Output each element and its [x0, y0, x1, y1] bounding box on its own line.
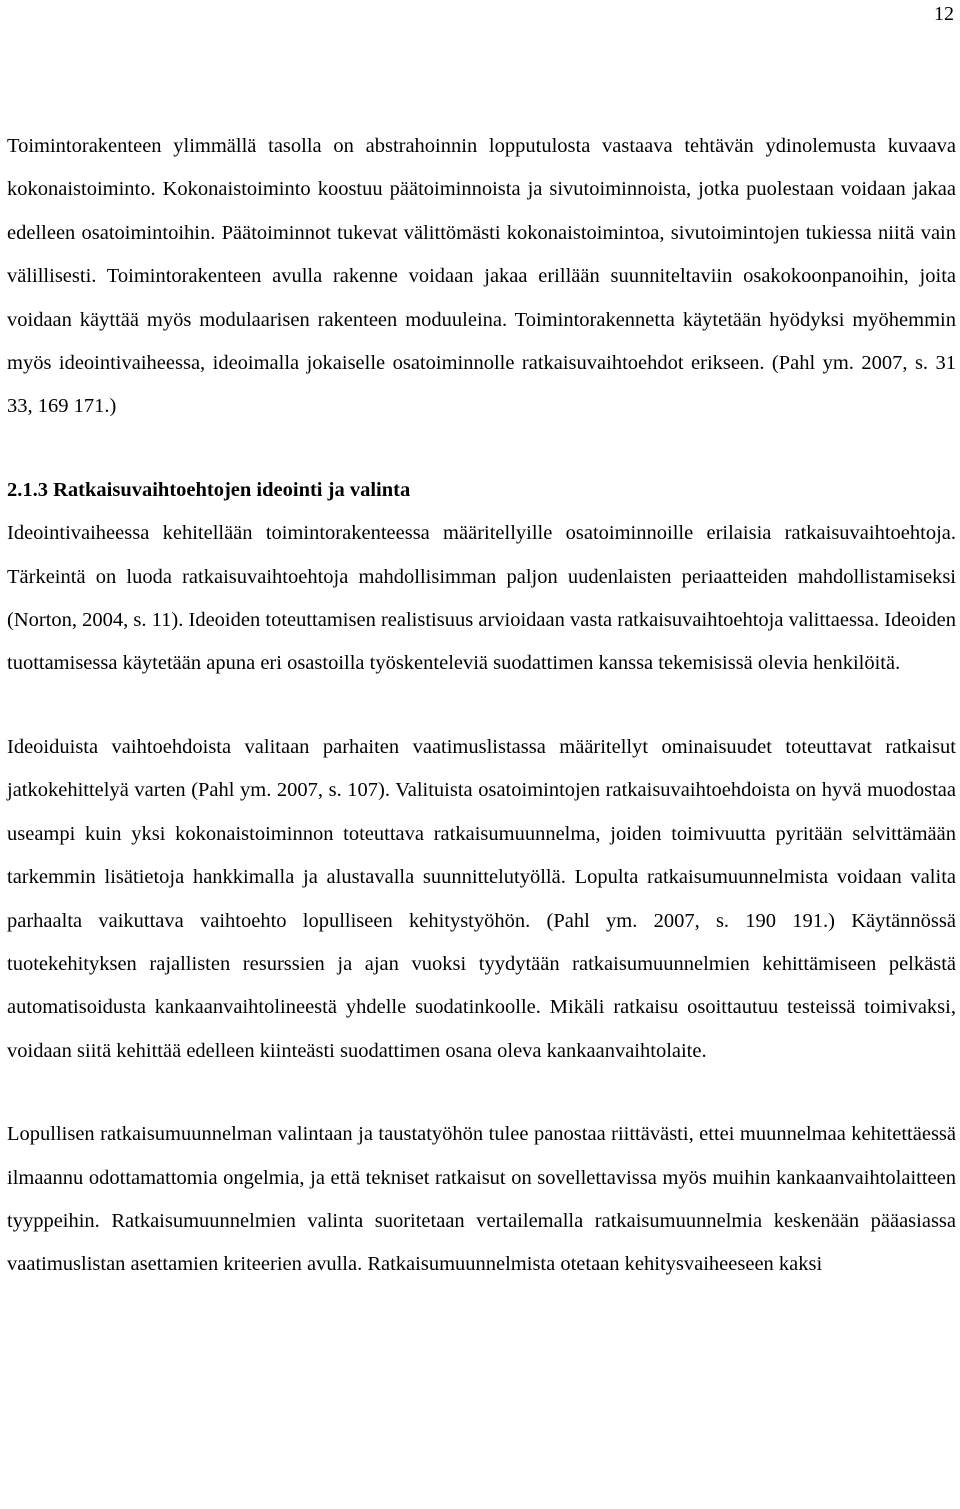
page-number: 12 — [934, 3, 954, 25]
paragraph-final-selection: Lopullisen ratkaisumuunnelman valintaan ja taustatyöhön tulee panostaa riittävästi, ettei muunnelmaa kehitettäessä ilmaannu odottamattomia ongelmia, ja että tekniset ratkaisut on sovellettavissa myös muihin kankaanvaihtolaitteen tyyppeihin. Ratkaisumuunnelmien valinta suoritetaan vertailemalla ratkaisumuunnelmia keskenään pääasiassa vaatimuslistan asettamien kriteerien avulla. Ratkaisumuunnelmista otetaan kehitysvaiheeseen kaksi — [7, 1123, 956, 1276]
paragraph-function-structure: Toimintorakenteen ylimmällä tasolla on abstrahoinnin lopputulosta vastaava tehtävän ydinolemusta kuvaava kokonaistoiminto. Kokonaistoiminto koostuu päätoiminnoista ja sivutoiminnoista, jotka puolestaan voidaan jakaa edelleen osatoimintoihin. Päätoiminnot tukevat välittömästi kokonaistoimintoa, sivutoimintojen tukiessa niitä vain välillisesti. Toimintorakenteen avulla rakenne voidaan jakaa erillään suunniteltaviin osakokoonpanoihin, joita voidaan käyttää myös modulaarisen rakenteen moduuleina. Toimintorakennetta käytetään hyödyksi myöhemmin myös ideointivaiheessa, ideoimalla jokaiselle osatoiminnolle ratkaisuvaihtoehdot erikseen. (Pahl ym. 2007, s. 31 33, 169 171.) — [7, 135, 956, 418]
document-body — [7, 125, 956, 1287]
section-heading: 2.1.3 Ratkaisuvaihtoehtojen ideointi ja valinta — [7, 478, 411, 501]
paragraph-selection: Ideoiduista vaihtoehdoista valitaan parhaiten vaatimuslistassa määritellyt ominaisuudet toteuttavat ratkaisut jatkokehittelyä varten (Pahl ym. 2007, s. 107). Valituista osatoimintojen ratkaisuvaihtoehdoista on hyvä muodostaa useampi kuin yksi kokonaistoiminnon toteuttava ratkaisumuunnelma, joiden toimivuutta pyritään selvittämään tarkemmin lisätietoja hankkimalla ja alustavalla suunnittelutyöllä. Lopulta ratkaisumuunnelmista voidaan valita parhaalta vaikuttava vaihtoehto lopulliseen kehitystyöhön. (Pahl ym. 2007, s. 190 191.) Käytännössä tuotekehityksen rajallisten resurssien ja ajan vuoksi tyydytään ratkaisumuunnelmien kehittämiseen pelkästä automatisoidusta kankaanvaihtolineestä yhdelle suodatinkoolle. Mikäli ratkaisu osoittautuu testeissä toimivaksi, voidaan siitä kehittää edelleen kiinteästi suodattimen osana oleva kankaanvaihtolaite. — [7, 735, 956, 1062]
paragraph-ideation: Ideointivaiheessa kehitellään toimintorakenteessa määritellyille osatoiminnoille erilaisia ratkaisuvaihtoehtoja. Tärkeintä on luoda ratkaisuvaihtoehtoja mahdollisimman paljon uudenlaisten periaatteiden mahdollistamiseksi (Norton, 2004, s. 11). Ideoiden toteuttamisen realistisuus arvioidaan vasta ratkaisuvaihtoehtoja valittaessa. Ideoiden tuottamisessa käytetään apuna eri osastoilla työskenteleviä suodattimen kanssa tekemisissä olevia henkilöitä. — [7, 522, 956, 675]
